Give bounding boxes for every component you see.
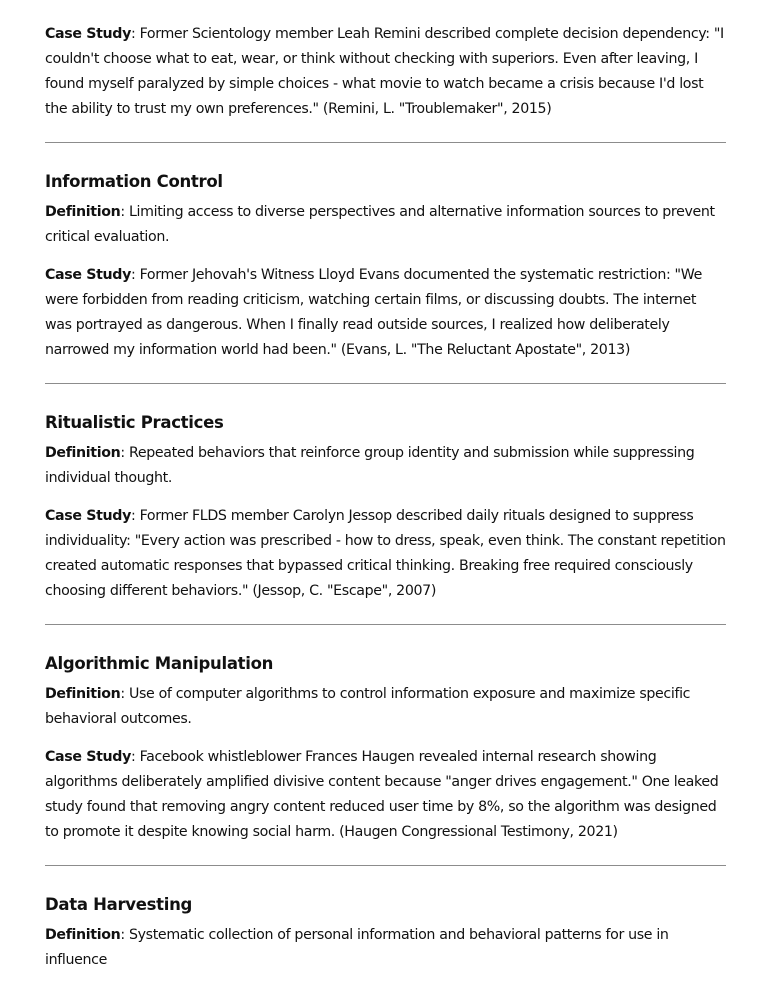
- case-study-label: Case Study: [45, 267, 131, 283]
- definition-label: Definition: [45, 445, 121, 461]
- section-divider: [45, 142, 726, 143]
- section-heading: Algorithmic Manipulation: [45, 654, 274, 673]
- definition-text: : Systematic collection of personal information and behavioral patterns for use in influence: [45, 927, 669, 968]
- definition-label: Definition: [45, 927, 121, 943]
- section-divider: [45, 865, 726, 866]
- case-study-label: Case Study: [45, 26, 131, 42]
- definition-label: Definition: [45, 204, 121, 220]
- definition-paragraph: [45, 441, 726, 491]
- case-study-label: Case Study: [45, 508, 131, 524]
- section-algorithmic-manipulation: [45, 653, 726, 845]
- definition-text: : Limiting access to diverse perspectives and alternative information sources to prevent critical evaluation.: [45, 204, 715, 245]
- definition-paragraph: [45, 682, 726, 732]
- intro-case-study: [45, 0, 726, 122]
- section-divider: [45, 383, 726, 384]
- case-study-paragraph: [45, 745, 726, 845]
- definition-paragraph: [45, 923, 726, 973]
- section-heading: Data Harvesting: [45, 895, 193, 914]
- section-information-control: [45, 171, 726, 363]
- case-study-paragraph: [45, 504, 726, 604]
- case-study-text: : Former Jehovah's Witness Lloyd Evans documented the systematic restriction: "We were forbidden from reading criticism, watching certain films, or discussing doubts. The internet was portrayed as dangerous. When I finally read outside sources, I realized how deliberately narrowed my information world had been." (Evans, L. "The Reluctant Apostate", 2013): [45, 267, 702, 358]
- definition-paragraph: [45, 200, 726, 250]
- case-study-paragraph: [45, 263, 726, 363]
- case-study-text: : Former Scientology member Leah Remini described complete decision dependency: "I couldn't choose what to eat, wear, or think without checking with superiors. Even after leaving, I found myself paralyzed by simple choices - what movie to watch became a crisis because I'd lost the ability to trust my own preferences." (Remini, L. "Troublemaker", 2015): [45, 26, 724, 117]
- case-study-label: Case Study: [45, 749, 131, 765]
- section-data-harvesting: [45, 894, 726, 973]
- section-heading: Ritualistic Practices: [45, 413, 224, 432]
- definition-text: : Repeated behaviors that reinforce group identity and submission while suppressing individual thought.: [45, 445, 695, 486]
- document-page: [45, 0, 726, 973]
- definition-text: : Use of computer algorithms to control information exposure and maximize specific behavioral outcomes.: [45, 686, 691, 727]
- section-ritualistic-practices: [45, 412, 726, 604]
- definition-label: Definition: [45, 686, 121, 702]
- case-study-text: : Former FLDS member Carolyn Jessop described daily rituals designed to suppress individuality: "Every action was prescribed - how to dress, speak, even think. The constant repetition created automatic responses that bypassed critical thinking. Breaking free required consciously choosing different behaviors." (Jessop, C. "Escape", 2007): [45, 508, 726, 599]
- section-divider: [45, 624, 726, 625]
- case-study-text: : Facebook whistleblower Frances Haugen revealed internal research showing algorithms deliberately amplified divisive content because "anger drives engagement." One leaked study found that removing angry content reduced user time by 8%, so the algorithm was designed to promote it despite knowing social harm. (Haugen Congressional Testimony, 2021): [45, 749, 719, 840]
- section-heading: Information Control: [45, 172, 223, 191]
